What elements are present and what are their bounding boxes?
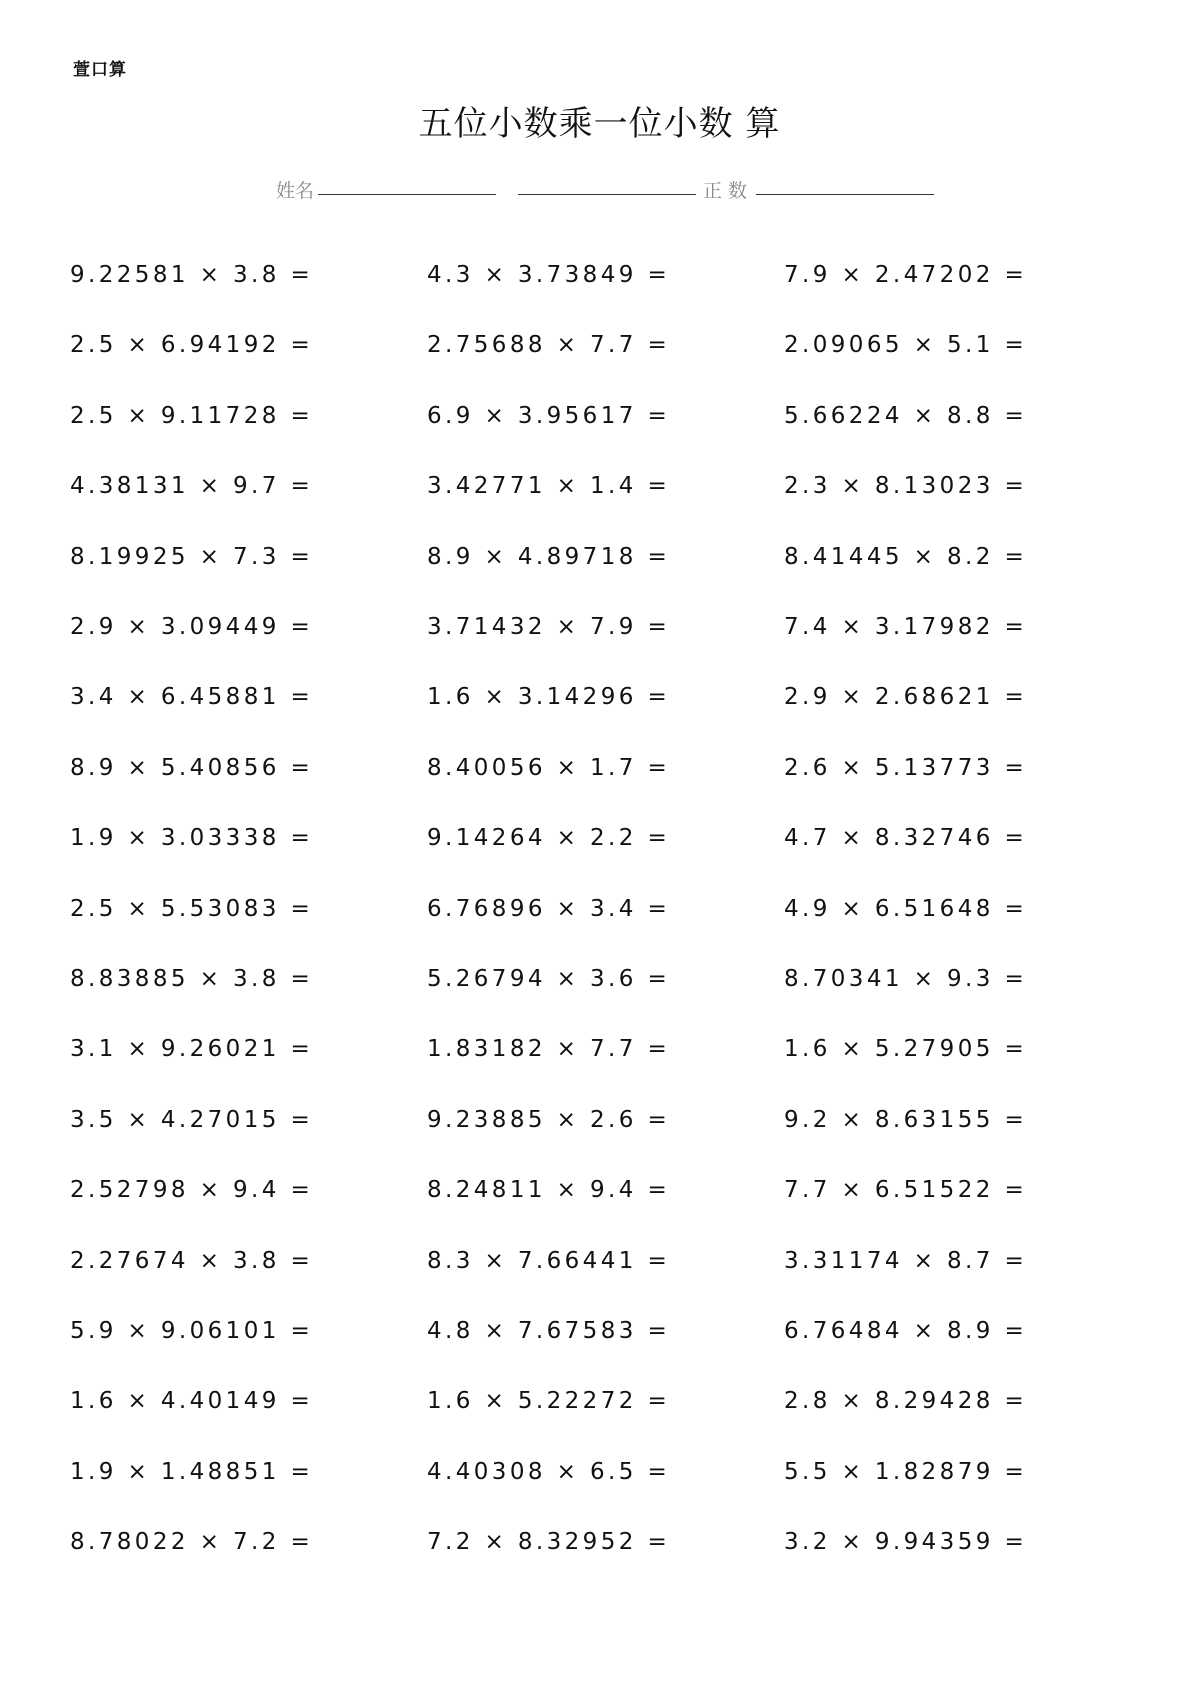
problem-item: 6.76484 × 8.9 = — [784, 1318, 1028, 1344]
score-line — [756, 194, 934, 195]
problem-item: 9.14264 × 2.2 = — [427, 825, 671, 852]
problem-item: 8.24811 × 9.4 = — [427, 1177, 671, 1204]
page-title: 五位小数乘一位小数 算 — [418, 104, 781, 144]
problem-item: 6.76896 × 3.4 = — [427, 895, 671, 922]
problem-item: 1.6 × 5.27905 = — [784, 1036, 1028, 1063]
problem-item: 5.26794 × 3.6 = — [427, 966, 671, 992]
problem-item: 2.75688 × 7.7 = — [427, 332, 671, 359]
name-label: 姓名 — [276, 180, 315, 202]
corner-label: 萱口算 — [73, 60, 127, 80]
problem-item: 4.9 × 6.51648 = — [784, 895, 1028, 922]
problem-item: 8.83885 × 3.8 = — [70, 966, 314, 992]
problem-item: 5.5 × 1.82879 = — [784, 1458, 1028, 1485]
problem-item: 2.5 × 9.11728 = — [70, 402, 314, 429]
problem-item: 5.66224 × 8.8 = — [784, 402, 1028, 429]
problem-item: 8.70341 × 9.3 = — [784, 966, 1028, 992]
problem-item: 1.83182 × 7.7 = — [427, 1036, 671, 1063]
problem-item: 3.71432 × 7.9 = — [427, 614, 671, 640]
problem-item: 1.6 × 3.14296 = — [427, 684, 671, 711]
problem-item: 5.9 × 9.06101 = — [70, 1318, 314, 1344]
problem-item: 2.5 × 5.53083 = — [70, 895, 314, 922]
problem-item: 8.9 × 5.40856 = — [70, 754, 314, 781]
problem-item: 4.7 × 8.32746 = — [784, 825, 1028, 852]
problem-item: 3.1 × 9.26021 = — [70, 1036, 314, 1063]
problem-item: 8.3 × 7.66441 = — [427, 1247, 671, 1274]
problem-item: 1.9 × 1.48851 = — [70, 1458, 314, 1485]
score-label: 正 数 — [703, 180, 748, 202]
problem-item: 8.40056 × 1.7 = — [427, 754, 671, 781]
problem-item: 9.23885 × 2.6 = — [427, 1106, 671, 1133]
problem-item: 8.41445 × 8.2 = — [784, 543, 1028, 570]
problem-item: 7.2 × 8.32952 = — [427, 1529, 671, 1556]
problem-item: 7.4 × 3.17982 = — [784, 614, 1028, 640]
problem-item: 3.4 × 6.45881 = — [70, 684, 314, 711]
problem-item: 3.2 × 9.94359 = — [784, 1529, 1028, 1556]
problem-item: 4.38131 × 9.7 = — [70, 473, 314, 500]
problem-item: 4.8 × 7.67583 = — [427, 1318, 671, 1344]
problem-item: 3.31174 × 8.7 = — [784, 1247, 1028, 1274]
problem-item: 8.78022 × 7.2 = — [70, 1529, 314, 1556]
problem-item: 1.6 × 5.22272 = — [427, 1388, 671, 1415]
problem-item: 3.42771 × 1.4 = — [427, 473, 671, 500]
problem-item: 8.19925 × 7.3 = — [70, 543, 314, 570]
problem-item: 9.22581 × 3.8 = — [70, 262, 314, 288]
problem-item: 4.40308 × 6.5 = — [427, 1458, 671, 1485]
problem-item: 7.9 × 2.47202 = — [784, 262, 1028, 288]
problem-item: 4.3 × 3.73849 = — [427, 262, 671, 288]
problem-item: 1.9 × 3.03338 = — [70, 825, 314, 852]
problem-item: 2.27674 × 3.8 = — [70, 1247, 314, 1274]
info-row — [0, 176, 1191, 200]
problem-item: 2.9 × 3.09449 = — [70, 614, 314, 640]
problem-item: 2.52798 × 9.4 = — [70, 1177, 314, 1204]
problem-item: 2.9 × 2.68621 = — [784, 684, 1028, 711]
problem-item: 2.5 × 6.94192 = — [70, 332, 314, 359]
problem-item: 2.6 × 5.13773 = — [784, 754, 1028, 781]
problem-item: 7.7 × 6.51522 = — [784, 1177, 1028, 1204]
blank-line — [518, 194, 696, 195]
problem-item: 9.2 × 8.63155 = — [784, 1106, 1028, 1133]
problem-item: 3.5 × 4.27015 = — [70, 1106, 314, 1133]
name-line — [318, 194, 496, 195]
problem-item: 6.9 × 3.95617 = — [427, 402, 671, 429]
problem-item: 1.6 × 4.40149 = — [70, 1388, 314, 1415]
problem-item: 2.09065 × 5.1 = — [784, 332, 1028, 359]
problem-item: 2.3 × 8.13023 = — [784, 473, 1028, 500]
problem-item: 8.9 × 4.89718 = — [427, 543, 671, 570]
problem-item: 2.8 × 8.29428 = — [784, 1388, 1028, 1415]
